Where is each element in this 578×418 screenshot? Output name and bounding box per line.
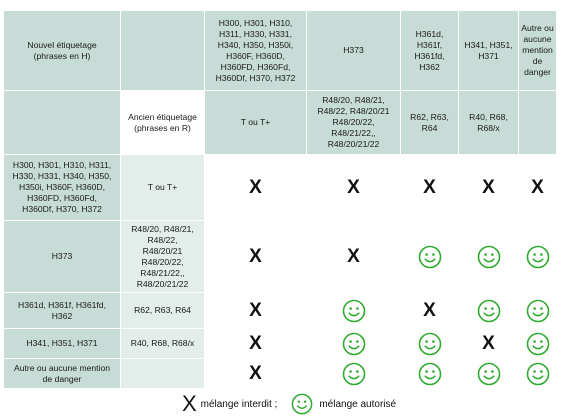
mix-cell — [205, 221, 307, 293]
row-header-h-0: H300, H301, H310, H311, H330, H331, H340, H350, H350i, H360F, H360D, H360FD, H360Fd, H360Df, H370, H372 — [4, 155, 121, 221]
smiley-icon — [526, 299, 550, 323]
mix-cell — [519, 359, 557, 389]
column-header-h-0: H300, H301, H310, H311, H330, H331, H340, H350, H350i, H360F, H360D, H360FD, H360Fd, H360Df, H370, H372 — [205, 11, 307, 91]
forbidden-x-icon: X — [249, 362, 262, 384]
smiley-icon — [418, 362, 442, 386]
forbidden-x-icon: X — [249, 245, 262, 267]
mix-cell — [401, 221, 459, 293]
smiley-icon — [477, 362, 501, 386]
smiley-icon — [526, 245, 550, 269]
row-header-r-4 — [121, 359, 205, 389]
column-header-r-0: T ou T+ — [205, 91, 307, 155]
row-header-r-0: T ou T+ — [121, 155, 205, 221]
smiley-icon — [477, 245, 501, 269]
smiley-icon — [342, 332, 366, 356]
smiley-icon — [477, 299, 501, 323]
forbidden-x-icon: X — [249, 299, 262, 321]
mix-cell — [459, 329, 519, 359]
mix-cell — [459, 359, 519, 389]
row-header-r-2: R62, R63, R64 — [121, 293, 205, 329]
mix-cell — [205, 155, 307, 221]
mixing-compatibility-table — [3, 10, 557, 389]
mix-cell — [205, 359, 307, 389]
mix-cell — [401, 155, 459, 221]
legend-allowed-label: mélange autorisé — [319, 398, 397, 410]
mix-cell — [307, 329, 401, 359]
row-header-h-3: H341, H351, H371 — [4, 329, 121, 359]
mix-cell — [307, 293, 401, 329]
forbidden-x-icon: X — [347, 245, 360, 267]
mix-cell — [401, 329, 459, 359]
smiley-icon — [526, 362, 550, 386]
column-header-r-1: R48/20, R48/21, R48/22, R48/20/21 R48/20/22, R48/21/22,, R48/20/21/22 — [307, 91, 401, 155]
mix-cell — [519, 155, 557, 221]
mix-cell — [459, 293, 519, 329]
mix-cell — [307, 221, 401, 293]
column-header-h-3: H341, H351, H371 — [459, 11, 519, 91]
row-header-h-4: Autre ou aucune mention de danger — [4, 359, 121, 389]
row-header-h-2: H361d, H361f, H361fd, H362 — [4, 293, 121, 329]
forbidden-x-icon: X — [249, 332, 262, 354]
mix-cell — [519, 329, 557, 359]
forbidden-x-icon: X — [423, 299, 436, 321]
forbidden-x-icon: X — [482, 176, 495, 198]
row-header-h-1: H373 — [4, 221, 121, 293]
smiley-icon — [342, 362, 366, 386]
smiley-icon — [342, 299, 366, 323]
column-header-r-4 — [519, 91, 557, 155]
forbidden-x-icon: X — [181, 391, 197, 416]
mix-cell — [459, 155, 519, 221]
old-labeling-header: Ancien étiquetage (phrases en R) — [121, 91, 205, 155]
column-header-r-2: R62, R63, R64 — [401, 91, 459, 155]
mix-cell — [519, 293, 557, 329]
new-labeling-header: Nouvel étiquetage (phrases en H) — [4, 11, 121, 91]
smiley-icon — [418, 332, 442, 356]
mix-cell — [519, 221, 557, 293]
header-blank-cell — [121, 11, 205, 91]
mix-cell — [307, 155, 401, 221]
header-blank-cell — [4, 91, 121, 155]
column-header-r-3: R40, R68, R68/x — [459, 91, 519, 155]
column-header-h-4: Autre ou aucune mention de danger — [519, 11, 557, 91]
column-header-h-1: H373 — [307, 11, 401, 91]
forbidden-x-icon: X — [531, 176, 544, 198]
legend — [0, 393, 578, 415]
mix-cell — [205, 329, 307, 359]
forbidden-x-icon: X — [423, 176, 436, 198]
column-header-h-2: H361d, H361f, H361fd, H362 — [401, 11, 459, 91]
mix-cell — [401, 293, 459, 329]
mix-cell — [205, 293, 307, 329]
mix-cell — [401, 359, 459, 389]
smiley-icon — [526, 332, 550, 356]
smiley-icon — [418, 245, 442, 269]
forbidden-x-icon: X — [249, 176, 262, 198]
row-header-r-1: R48/20, R48/21, R48/22, R48/20/21 R48/20/22, R48/21/22,, R48/20/21/22 — [121, 221, 205, 293]
mix-cell — [307, 359, 401, 389]
forbidden-x-icon: X — [482, 332, 495, 354]
forbidden-x-icon: X — [347, 176, 360, 198]
legend-forbidden-label: mélange interdit ; — [200, 398, 278, 410]
mix-cell — [459, 221, 519, 293]
smiley-icon — [291, 393, 313, 415]
row-header-r-3: R40, R68, R68/x — [121, 329, 205, 359]
